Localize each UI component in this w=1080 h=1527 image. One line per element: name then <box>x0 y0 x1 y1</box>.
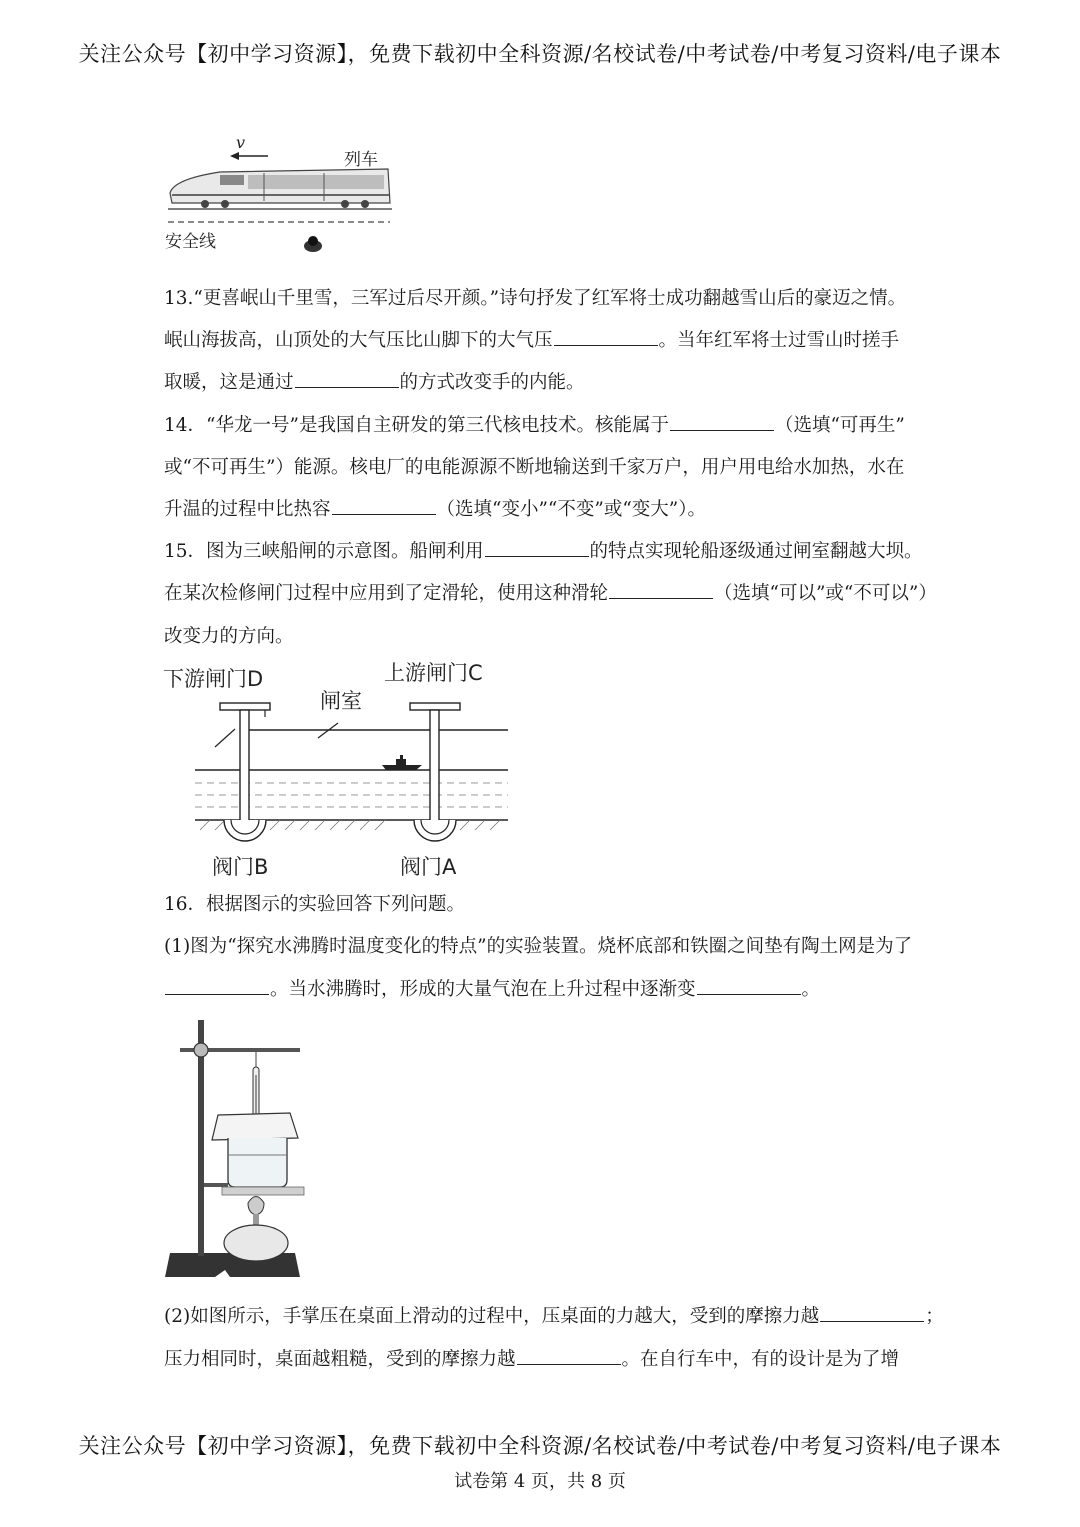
valve-b-label: 阀门B <box>212 855 269 879</box>
valve-a-label: 阀门A <box>400 855 457 879</box>
q15-line3: 改变力的方向。 <box>164 626 294 647</box>
ship-lock-figure <box>160 655 520 880</box>
q16-intro: 16．根据图示的实验回答下列问题。 <box>164 894 466 915</box>
q13-line2: 岷山海拔高，山顶处的大气压比山脚下的大气压 。当年红军将士过雪山时搓手 <box>164 326 899 352</box>
q13-line1: 13.“更喜岷山千里雪，三军过后尽开颜。”诗句抒发了红军将士成功翻越雪山后的豪迈之情。 <box>164 288 907 309</box>
answer-blank[interactable] <box>670 412 774 431</box>
q13-line3: 取暖，这是通过 的方式改变手的内能。 <box>164 368 585 394</box>
q14-line1: 14．“华龙一号”是我国自主研发的第三代核电技术。核能属于 （选填“可再生” <box>164 411 905 437</box>
header-banner: 关注公众号【初中学习资源】，免费下载初中全科资源/名校试卷/中考试卷/中考复习资料/电子课本 <box>78 42 1002 66</box>
train-label: 列车 <box>344 150 378 170</box>
q16-p1-line1: (1)图为“探究水沸腾时温度变化的特点”的实验装置。烧杯底部和铁圈之间垫有陶土网是为了 <box>164 936 913 957</box>
q16-p1-line2: 。当水沸腾时，形成的大量气泡在上升过程中逐渐变 。 <box>164 975 820 1001</box>
footer-banner: 关注公众号【初中学习资源】，免费下载初中全科资源/名校试卷/中考试卷/中考复习资料/电子课本 <box>78 1434 1002 1458</box>
answer-blank[interactable] <box>517 1346 621 1365</box>
velocity-label: v <box>236 133 246 152</box>
q14-line3: 升温的过程中比热容 （选填“变小”“不变”或“变大”）。 <box>164 495 706 521</box>
answer-blank[interactable] <box>697 976 801 995</box>
chamber-label: 闸室 <box>320 689 362 713</box>
train-figure <box>160 135 400 260</box>
q15-line2: 在某次检修闸门过程中应用到了定滑轮，使用这种滑轮 （选填“可以”或“不可以”） <box>164 579 937 605</box>
q16-p2-line1: (2)如图所示，手掌压在桌面上滑动的过程中，压桌面的力越大，受到的摩擦力越 ； <box>164 1302 944 1328</box>
gate-c-label: 上游闸门C <box>384 661 483 685</box>
answer-blank[interactable] <box>820 1303 924 1322</box>
page-number: 试卷第 4 页，共 8 页 <box>454 1471 626 1492</box>
answer-blank[interactable] <box>332 496 436 515</box>
safety-line-label: 安全线 <box>165 232 216 252</box>
answer-blank[interactable] <box>295 369 399 388</box>
answer-blank[interactable] <box>485 538 589 557</box>
answer-blank[interactable] <box>609 580 713 599</box>
answer-blank[interactable] <box>554 327 658 346</box>
answer-blank[interactable] <box>165 976 269 995</box>
gate-d-label: 下游闸门D <box>163 667 264 691</box>
boiling-apparatus-figure <box>160 1015 310 1285</box>
q15-line1: 15．图为三峡船闸的示意图。船闸利用 的特点实现轮船逐级通过闸室翻越大坝。 <box>164 537 923 563</box>
q14-line2: 或“不可再生”）能源。核电厂的电能源源不断地输送到千家万户，用户用电给水加热，水在 <box>164 457 905 478</box>
q16-p2-line2: 压力相同时，桌面越粗糙，受到的摩擦力越 。在自行车中，有的设计是为了增 <box>164 1345 899 1371</box>
